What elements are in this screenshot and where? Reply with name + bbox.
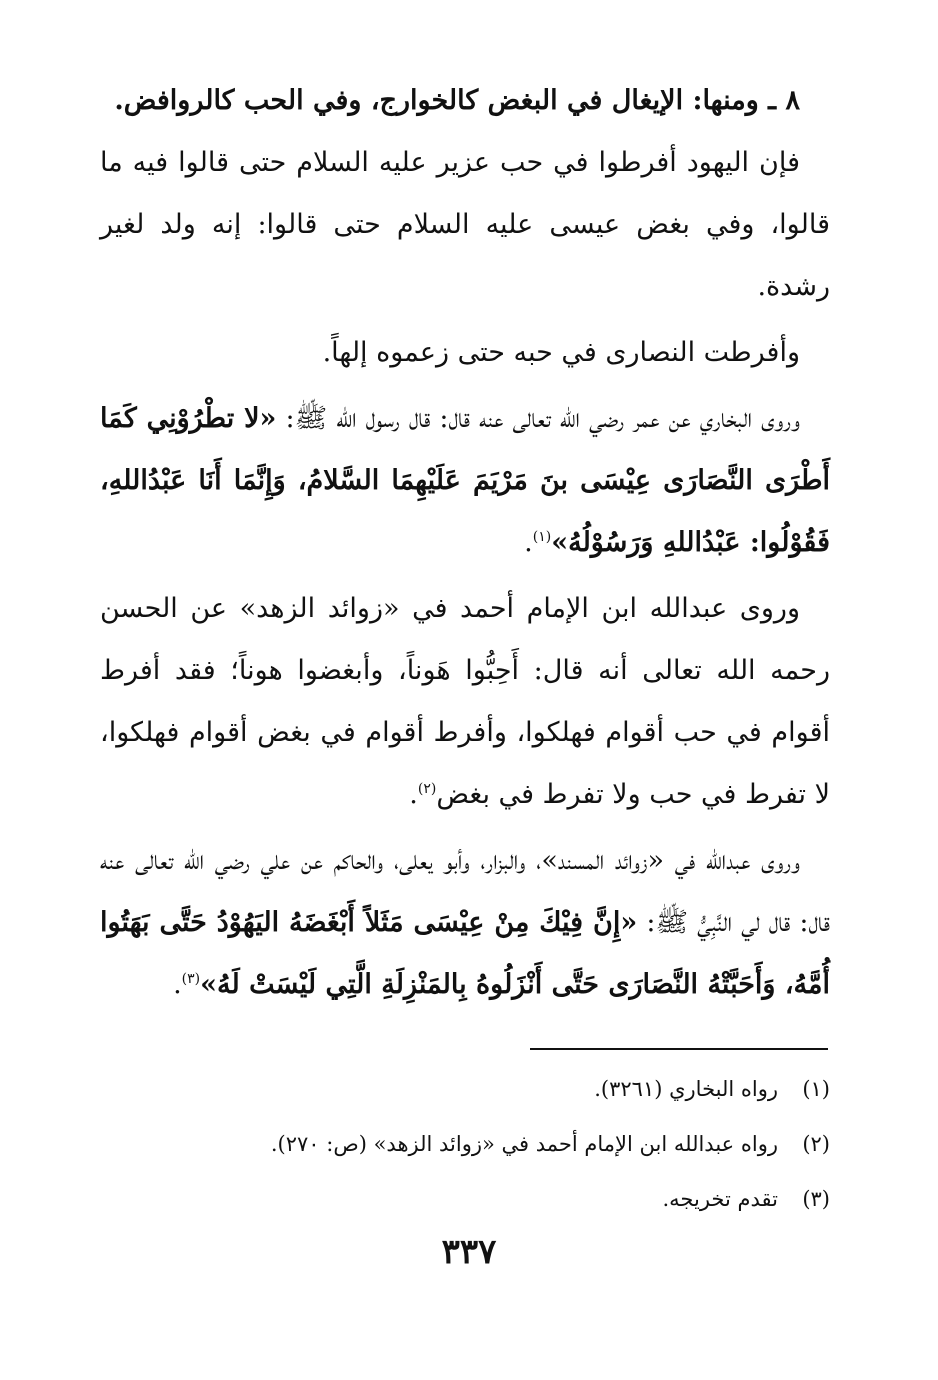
footnote-ref-3: (٣) xyxy=(181,971,201,987)
footnote-item xyxy=(100,1062,830,1117)
footnote-text: تقدم تخريجه. xyxy=(662,1187,778,1211)
footnote-text: رواه البخاري (٣٢٦١). xyxy=(594,1077,778,1101)
footnote-divider xyxy=(530,1048,828,1050)
footnotes xyxy=(100,1062,830,1227)
paragraph-2: وأفرطت النصارى في حبه حتى زعموه إلهاً. xyxy=(322,337,800,368)
paragraph-3 xyxy=(100,388,830,574)
section-heading: ٨ ـ ومنها: الإيغال في البغض كالخوارج، وفي الحب كالروافض. xyxy=(114,85,800,116)
paragraph-5 xyxy=(100,830,830,1016)
footnote-number: (٣) xyxy=(802,1187,830,1211)
period: . xyxy=(173,969,182,1000)
period: . xyxy=(524,527,533,558)
footnote-item xyxy=(100,1172,830,1227)
footnote-ref-2: (٢) xyxy=(417,781,437,797)
footnote-item xyxy=(100,1117,830,1172)
paragraph-4 xyxy=(100,578,830,826)
period: . xyxy=(409,779,418,810)
footnote-number: (٢) xyxy=(802,1132,830,1156)
paragraph-1: فإن اليهود أفرطوا في حب عزير عليه السلام حتى قالوا فيه ما قالوا، وفي بغض عيسى عليه السلام حتى قالوا: إنه ولد لغير رشدة. xyxy=(100,147,830,302)
hadith-quote-2: «إِنَّ فِيْكَ مِنْ عِيْسَى مَثَلاً أَبْغَضَهُ اليَهُوْدُ حَتَّى بَهَتُوا أُمَّهُ، وَأَحَبَّتْهُ النَّصَارَى حَتَّى أَنْزَلُوهُ بِالمَنْزِلَةِ الَّتِي لَيْسَتْ لَهُ» xyxy=(100,907,830,1000)
footnote-number: (١) xyxy=(802,1077,830,1101)
paragraph-5-intro: وروى عبدالله في «زوائد المسند»، والبزار، وأبو يعلى، والحاكم عن علي رضي الله تعالى عنه قال: قال لي النَّبِيُّ ﷺ: xyxy=(100,845,830,938)
paragraph-3-intro: وروى البخاري عن عمر رضي الله تعالى عنه قال: قال رسول الله ﷺ: xyxy=(285,403,800,434)
page-body xyxy=(100,70,830,1016)
hadith-quote-1: «لا تطْرُوْنِي كَمَا أَطْرَى النَّصَارَى عِيْسَى بنَ مَرْيَمَ عَلَيْهِمَا السَّلامُ، وَإِنَّمَا أَنَا عَبْدُاللهِ، فَقُوْلُوا: عَبْدُاللهِ وَرَسُوْلُهُ» xyxy=(100,403,830,558)
page-number: ٣٣٧ xyxy=(441,1232,497,1272)
paragraph-4-text: وروى عبدالله ابن الإمام أحمد في «زوائد الزهد» عن الحسن رحمه الله تعالى أنه قال: أَحِبُّوا هَوناً، وأبغضوا هوناً؛ فقد أفرط أقوام في حب أقوام فهلكوا، وأفرط أقوام في بغض أقوام فهلكوا، لا تفرط في حب ولا تفرط في بغض xyxy=(100,593,830,810)
footnote-ref-1: (١) xyxy=(532,529,552,545)
footnote-text: رواه عبدالله ابن الإمام أحمد في «زوائد الزهد» (ص: ٢٧٠). xyxy=(270,1132,778,1156)
